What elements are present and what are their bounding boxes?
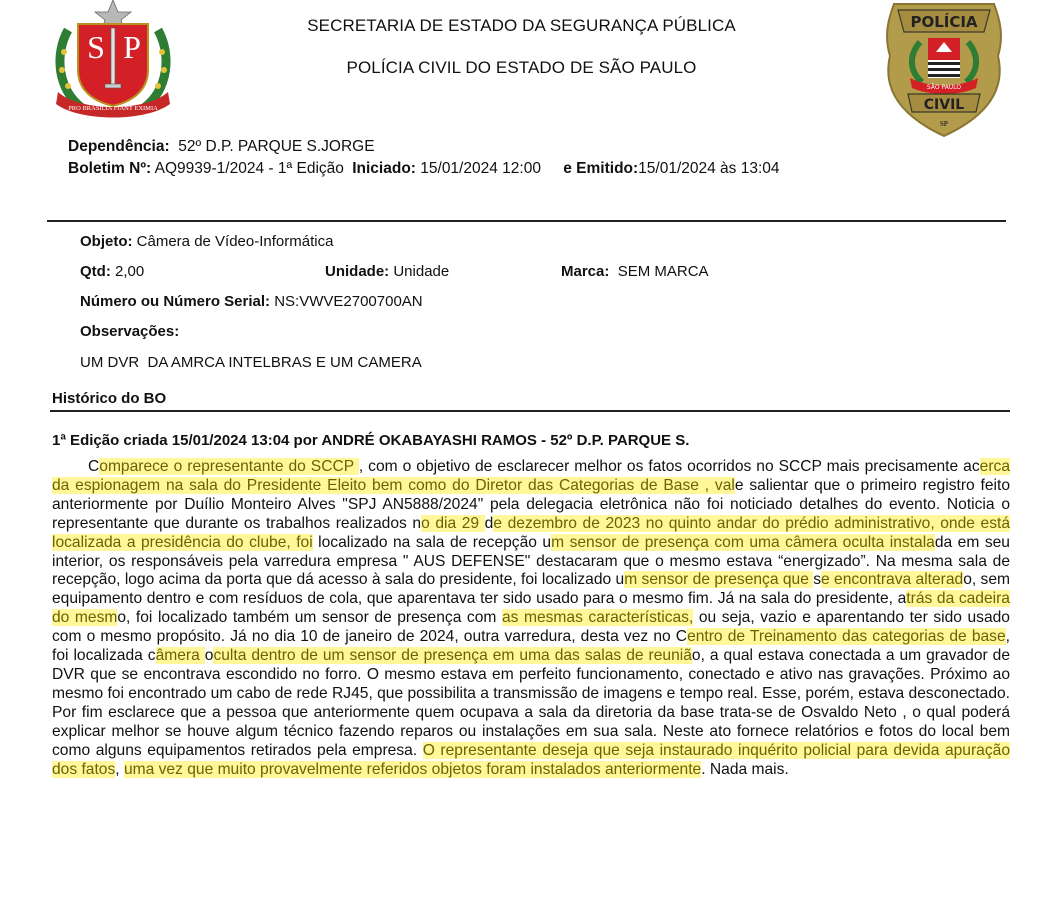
serial-label: Número ou Número Serial: (80, 293, 271, 310)
narrative-text: s (813, 571, 822, 589)
boletim-label: Boletim Nº: (68, 160, 152, 177)
boletim-value: AQ9939-1/2024 - 1ª Edição (154, 160, 344, 177)
marca-value: SEM MARCA (617, 263, 709, 280)
badge-ribbon-text: SÃO PAULO (926, 84, 962, 91)
highlighted-text: culta dentro de um sensor de presença em uma das salas de reuniã (213, 647, 692, 665)
objeto-row (80, 233, 333, 250)
narrative-text: o (204, 647, 214, 665)
emitido-value: 15/01/2024 às 13:04 (638, 160, 780, 177)
highlighted-text: entro de Treinamento das categorias de base (687, 628, 1006, 646)
marca-field (561, 263, 709, 280)
policia-civil-title: POLÍCIA CIVIL DO ESTADO DE SÃO PAULO (346, 58, 697, 77)
badge-bottom-text: CIVIL (923, 97, 965, 113)
dependencia-value: 52º D.P. PARQUE S.JORGE (178, 138, 375, 155)
highlighted-text: âmera (155, 647, 205, 665)
dependencia-label: Dependência: (68, 138, 170, 155)
policia-civil-badge-icon (880, 0, 1008, 138)
qtd-value: 2,00 (115, 263, 145, 280)
highlighted-text: trás da cadeira do mesm (52, 590, 1010, 627)
narrative-text: , (115, 760, 124, 778)
boletim-row (68, 160, 780, 178)
qtd-field (80, 263, 144, 280)
header-divider (47, 220, 1006, 222)
highlighted-text: erca da espionagem na sala do Presidente Eleito bem como do Diretor das Categorias de Base , val (52, 458, 1010, 494)
highlighted-text: O representante deseja que seja instaurado inquérito policial para devida apuração dos fatos (52, 741, 1010, 778)
qtd-label: Qtd: (80, 263, 111, 280)
highlighted-text: as mesmas características, (501, 609, 694, 627)
highlighted-text: m sensor de presença com uma câmera oculta instala (551, 533, 935, 551)
narrative-text: o, foi localizado também um sensor de presença com (117, 609, 502, 627)
narrative-text: localizado na sala de recepção u (312, 533, 552, 551)
highlighted-text: o dia 29 (421, 514, 485, 532)
historico-text (52, 458, 1010, 779)
narrative-text: o, sem equipamento dentro e com resíduos de cola, que aparentava ter sido usado para o mesmo fim. Já na sala do presidente, a (52, 571, 1011, 608)
highlighted-text: omparece o representante do SCCP (99, 458, 359, 475)
narrative-text: da em seu interior, os responsáveis pela varredura empresa " AUS DEFENSE" destacaram que o mesmo estava “energizado”. Na mesma sala de recepção, logo acima da porta que dá acesso à sala do presidente, foi localizado u (52, 533, 1010, 589)
highlighted-text: e encontrava alterad (821, 571, 964, 589)
marca-label: Marca: (561, 263, 610, 280)
emitido-label: e Emitido: (563, 160, 639, 177)
badge-foot-text: SP (939, 120, 949, 128)
dependencia-row (68, 138, 375, 156)
narrative-text: d (484, 514, 494, 532)
narrative-text: e salientar que o primeiro registro feito anteriormente por Duílio Monteiro Alves "SPJ AN5888/2024" pela delegacia eletrônica não foi noticiado detalhes do evento. Noticia o representante que durante os trabalhos realizados n (52, 476, 1010, 532)
historico-section-title: Histórico do BO (52, 390, 167, 407)
edition-title: 1ª Edição criada 15/01/2024 13:04 por ANDRÉ OKABAYASHI RAMOS - 52º D.P. PARQUE S. (52, 432, 690, 449)
objeto-value: Câmera de Vídeo-Informática (136, 233, 334, 250)
objeto-label: Objeto: (80, 233, 133, 250)
narrative-text: o, a qual estava conectada a um gravador de DVR que se encontrava escondido no forro. O mesmo estava em perfeito funcionamento, conectado e ativo nas gravações. Próximo ao mesmo foi encontrado um cabo de rede RJ45, que possibilita a transmissão de imagens e tempo real. Esse, porém, estava desconectado. Por fim esclarece que a pessoa que anteriormente quem ocupava a sala da diretoria da base trata-se de Osvaldo Neto , o qual poderá explicar melhor se houve algum técnico fazendo reparos ou instalações em sua sala. Neste ato fornece relatórios e fotos do local bem como alguns equipamentos retirados pela empresa. (52, 647, 1011, 759)
narrative-text: , foi localizada c (52, 628, 1010, 665)
observacoes-label-row (80, 323, 179, 340)
narrative-text: , com o objetivo de esclarecer melhor os fatos ocorridos no SCCP mais precisamente ac (358, 458, 980, 475)
svg-text:S: S (87, 29, 105, 65)
serial-value: NS:VWVE2700700AN (274, 293, 423, 310)
svg-text:P: P (123, 29, 141, 65)
historico-divider (50, 410, 1010, 412)
iniciado-value: 15/01/2024 12:00 (420, 160, 541, 177)
secretaria-title: SECRETARIA DE ESTADO DA SEGURANÇA PÚBLICA (307, 16, 736, 35)
badge-top-text: POLÍCIA (910, 13, 978, 31)
unidade-value: Unidade (393, 263, 450, 280)
highlighted-text: e dezembro de 2023 no quinto andar do prédio administrativo, onde está localizada a presidência do clube, foi (52, 514, 1011, 551)
serial-row (80, 293, 423, 310)
motto-text: PRO BRASILIA FIANT EXIMIA (68, 105, 158, 112)
narrative-text: . Nada mais. (701, 760, 789, 778)
observacoes-value: UM DVR DA AMRCA INTELBRAS E UM CAMERA (80, 354, 422, 371)
iniciado-label: Iniciado: (352, 160, 416, 177)
highlighted-text: uma vez que muito provavelmente referidos objetos foram instalados anteriormente (123, 760, 702, 778)
highlighted-text: m sensor de presença que (624, 571, 814, 589)
narrative-text: C (88, 458, 100, 475)
narrative-text: ou seja, vazio e aparentando ter sido usado com o mesmo propósito. Já no dia 10 de janeiro de 2024, outra varredura, desta vez no C (52, 609, 1010, 646)
unidade-label: Unidade: (325, 263, 390, 280)
observacoes-label: Observações: (80, 323, 180, 340)
unidade-field (325, 263, 449, 280)
